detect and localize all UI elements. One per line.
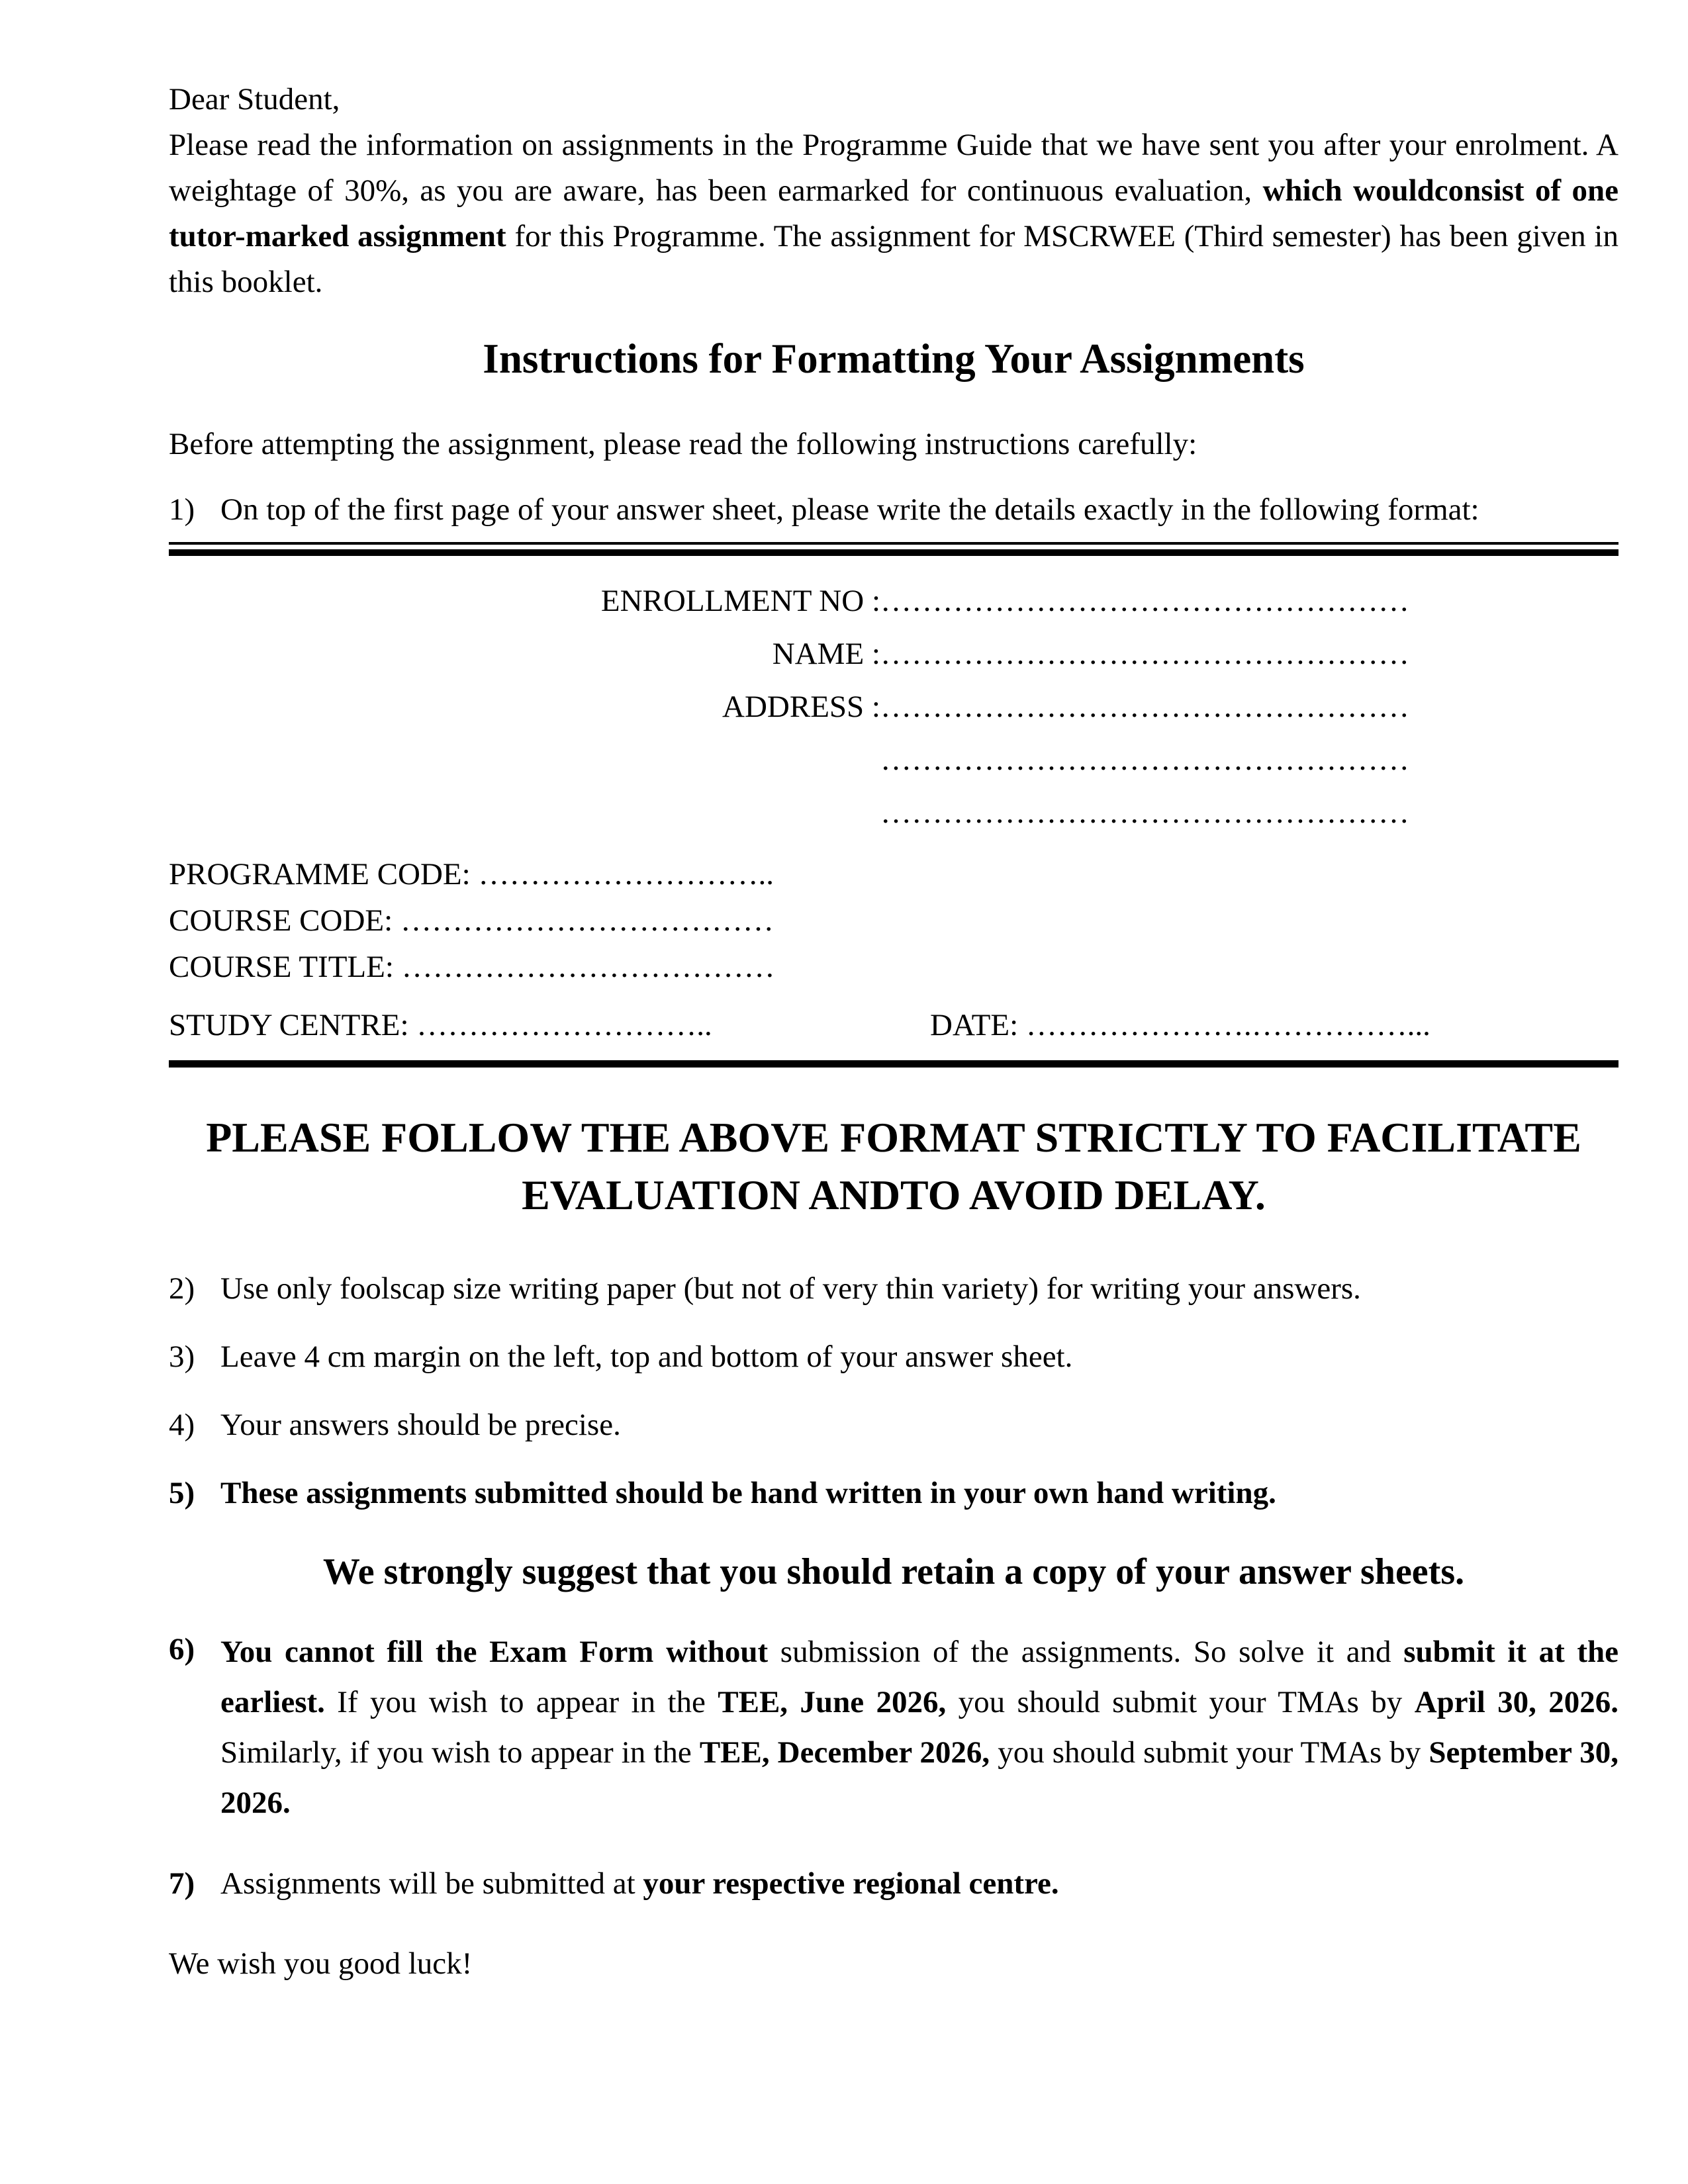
salutation: Dear Student, xyxy=(169,82,340,116)
course-code-blank-line: ……………………………… xyxy=(400,903,774,938)
intro-paragraph xyxy=(169,122,1618,305)
instruction-item-4 xyxy=(169,1402,1618,1448)
instruction-item-7 xyxy=(169,1861,1618,1907)
instruction-item-6 xyxy=(169,1627,1618,1829)
item-6-number: 6) xyxy=(169,1631,195,1666)
instruction-item-5 xyxy=(169,1471,1618,1516)
item-6-run-2: submission of the assignments. So solve it and xyxy=(768,1634,1404,1669)
item-6-run-3-bold: submit it at the earliest. xyxy=(220,1634,1618,1720)
item-5-number: 5) xyxy=(169,1476,195,1511)
item-2-number: 2) xyxy=(169,1271,195,1306)
address-row xyxy=(169,680,1618,733)
course-code-label: COURSE CODE: xyxy=(169,903,400,938)
course-title-label: COURSE TITLE: xyxy=(169,950,402,985)
enrollment-no-blank-line: …………………………………………… xyxy=(880,584,1409,619)
item-6-run-1-bold: You cannot fill the Exam Form without xyxy=(220,1634,769,1669)
follow-format-notice-line-1: PLEASE FOLLOW THE ABOVE FORMAT STRICTLY TO FACILITATE xyxy=(206,1114,1581,1161)
name-blank-line: …………………………………………… xyxy=(880,637,1409,672)
programme-code-row xyxy=(169,851,1618,897)
address-blank-line-2: …………………………………………… xyxy=(880,743,1409,778)
intro-run-1: Please read the information on assignments in the Programme Guide that we have sent you after your enrolment. A weightage of 30%, as you are aware, has been earmarked for continuous evaluation, xyxy=(169,128,1618,208)
item-6-run-4: If you wish to appear in the xyxy=(324,1685,718,1720)
item-6-run-6: you should submit your TMAs by xyxy=(946,1685,1415,1720)
course-code-row xyxy=(169,897,1618,944)
pre-list-note: Before attempting the assignment, please read the following instructions carefully: xyxy=(169,426,1197,461)
item-1-text: On top of the first page of your answer sheet, please write the details exactly in the following format: xyxy=(220,492,1479,527)
programme-code-label: PROGRAMME CODE: xyxy=(169,857,479,892)
date-label: DATE: xyxy=(930,1008,1026,1043)
item-7-number: 7) xyxy=(169,1866,195,1901)
item-6-run-7-bold: April 30, 2026. xyxy=(1414,1685,1618,1720)
address-continuation-row xyxy=(169,733,1618,786)
course-title-row xyxy=(169,944,1618,990)
item-6-run-11-bold: September 30, 2026. xyxy=(220,1735,1618,1821)
address-blank-line: …………………………………………… xyxy=(880,690,1409,725)
study-centre-label: STUDY CENTRE: xyxy=(169,1008,417,1043)
closing-good-luck: We wish you good luck! xyxy=(169,1946,473,1981)
format-divider-top xyxy=(169,542,1618,556)
enrollment-no-row xyxy=(169,574,1618,627)
address-blank-line-3: …………………………………………… xyxy=(880,796,1409,831)
date-cell xyxy=(930,1002,1430,1048)
address-continuation-row xyxy=(169,786,1618,839)
item-7-run-2-bold: your respective regional centre. xyxy=(643,1866,1059,1901)
item-7-text xyxy=(220,1861,1618,1907)
name-label: NAME : xyxy=(772,637,880,672)
section-heading: Instructions for Formatting Your Assignments xyxy=(483,336,1305,383)
item-1-number: 1) xyxy=(169,492,195,527)
address-label: ADDRESS : xyxy=(722,690,880,725)
study-centre-blank-line: ……………………….. xyxy=(416,1008,712,1043)
item-2-text: Use only foolscap size writing paper (but not of very thin variety) for writing your answers. xyxy=(220,1271,1361,1306)
study-centre-cell xyxy=(169,1002,930,1048)
item-6-run-8: Similarly, if you wish to appear in the xyxy=(220,1735,700,1770)
address-continuation-spacer xyxy=(169,733,880,786)
instruction-item-3 xyxy=(169,1334,1618,1380)
address-continuation-spacer xyxy=(169,786,880,839)
name-row xyxy=(169,627,1618,680)
item-4-text: Your answers should be precise. xyxy=(220,1408,621,1443)
item-6-run-9-bold: TEE, December 2026, xyxy=(699,1735,990,1770)
format-fill-in-block xyxy=(169,574,1618,839)
item-7-run-1: Assignments will be submitted at xyxy=(220,1866,643,1901)
instruction-item-2 xyxy=(169,1266,1618,1312)
format-codes-block xyxy=(169,851,1618,1048)
item-5-text: These assignments submitted should be hand written in your own hand writing. xyxy=(220,1476,1276,1511)
retain-copy-notice: We strongly suggest that you should retain a copy of your answer sheets. xyxy=(322,1551,1465,1592)
enrollment-no-label: ENROLLMENT NO : xyxy=(600,584,880,619)
intro-run-2-bold: which wouldconsist of one tutor-marked assignment xyxy=(169,173,1618,254)
instruction-item-1 xyxy=(169,487,1618,533)
follow-format-notice-line-2: EVALUATION ANDTO AVOID DELAY. xyxy=(522,1171,1266,1219)
item-3-number: 3) xyxy=(169,1340,195,1375)
item-6-run-5-bold: TEE, June 2026, xyxy=(718,1685,947,1720)
intro-run-3: for this Programme. The assignment for MSCRWEE (Third semester) has been given in this booklet. xyxy=(169,219,1618,300)
date-blank-line: ………………….……………... xyxy=(1025,1008,1430,1043)
course-title-blank-line: ……………………………… xyxy=(401,950,775,985)
item-6-text xyxy=(220,1627,1618,1829)
format-divider-bottom xyxy=(169,1060,1618,1068)
study-centre-date-row xyxy=(169,1002,1618,1048)
follow-format-notice xyxy=(169,1109,1618,1224)
item-6-run-10: you should submit your TMAs by xyxy=(990,1735,1429,1770)
item-3-text: Leave 4 cm margin on the left, top and bottom of your answer sheet. xyxy=(220,1340,1073,1375)
programme-code-blank-line: ……………………….. xyxy=(478,857,774,892)
item-4-number: 4) xyxy=(169,1408,195,1443)
